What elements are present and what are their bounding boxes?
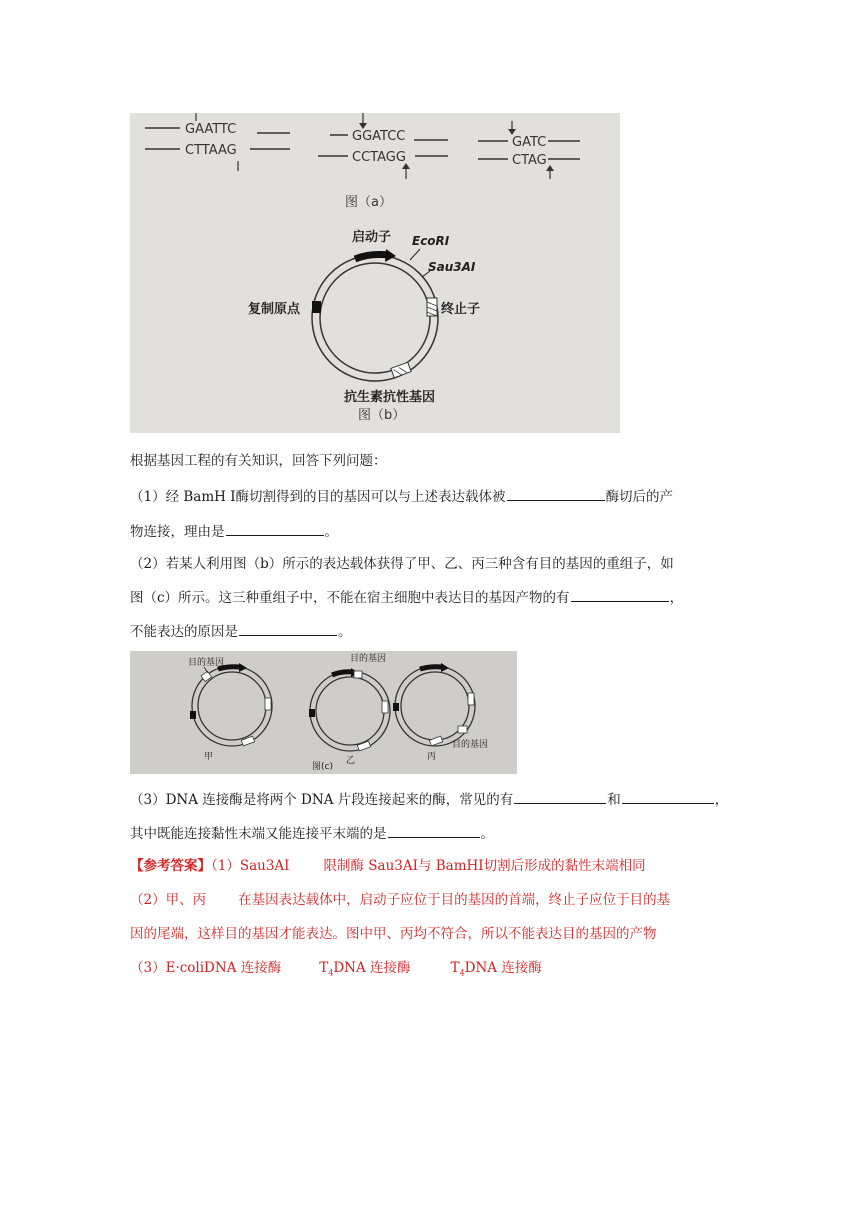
- q1-text-b: 酶切后的产: [605, 489, 674, 505]
- label-terminator: 终止子: [441, 302, 481, 317]
- question-2-line-1: （2）若某人利用图（b）所示的表达载体获得了甲、乙、丙三种含有目的基因的重组子，如: [130, 556, 674, 572]
- question-1-line-2: [130, 522, 338, 541]
- answer-3-c-sub: 4: [459, 968, 465, 978]
- q3-text-b: 其中既能连接黏性末端又能连接平末端的是: [130, 826, 387, 842]
- answer-3-c-rest: DNA 连接酶: [464, 960, 542, 976]
- q3-blank-1[interactable]: [514, 790, 606, 804]
- q2-text-c: 不能表达的原因是: [130, 624, 238, 640]
- q1-text-a: （1）经 BamH Ⅰ酶切割得到的目的基因可以与上述表达载体被: [130, 489, 506, 505]
- question-3-line-2: [130, 824, 494, 843]
- plasmid-bing: [393, 663, 475, 746]
- question-3-line-1: [130, 790, 728, 809]
- answer-2-line-1: [130, 891, 670, 909]
- answer-3-b-sub: 4: [328, 968, 334, 978]
- answer-3-b-rest: DNA 连接酶: [333, 960, 411, 976]
- q2-b-end: ，: [669, 590, 684, 606]
- caption-b: 图（b）: [358, 408, 406, 423]
- label-resistance-gene: 抗生素抗性基因: [344, 390, 436, 405]
- answer-1-reason: 限制酶 Sau3AⅠ与 BamHⅠ切割后形成的黏性末端相同: [323, 858, 646, 874]
- q1-blank-1[interactable]: [507, 487, 605, 501]
- figure-ab-drawing: [130, 113, 620, 433]
- question-2-line-3: [130, 622, 352, 641]
- figure-recombinant-plasmids: [130, 651, 517, 774]
- label-jia: 甲: [204, 752, 214, 762]
- figure-c-drawing: [130, 651, 517, 774]
- answer-3: [130, 959, 542, 983]
- label-ecori: EcoRⅠ: [412, 234, 450, 248]
- site-2-bottom: CCTAGG: [352, 150, 406, 165]
- answer-2-num: （2）甲、丙: [130, 892, 207, 908]
- answer-1: [130, 857, 646, 875]
- answer-3-c: T: [450, 960, 460, 976]
- label-sau3ai: Sau3AⅠ: [428, 260, 476, 274]
- yi-target-gene-label: 目的基因: [350, 654, 387, 664]
- q3-blank-2[interactable]: [622, 790, 714, 804]
- q2-c-end: 。: [338, 624, 352, 640]
- restriction-site-1: [145, 113, 290, 171]
- restriction-site-3: [478, 121, 580, 179]
- intro-text: 根据基因工程的有关知识，回答下列问题：: [130, 453, 387, 469]
- caption-c: 图(c): [312, 762, 333, 772]
- q2-blank-1[interactable]: [571, 588, 669, 602]
- q3-a-end: ，: [714, 792, 729, 808]
- q3-b-end: 。: [480, 826, 494, 842]
- site-2-top: GGATCC: [352, 129, 406, 144]
- q2-blank-2[interactable]: [239, 622, 337, 636]
- question-2-line-2: [130, 588, 683, 607]
- q1-text-c: 物连接，理由是: [130, 524, 225, 540]
- caption-a: 图（a）: [345, 195, 392, 210]
- answer-3-b: T: [319, 960, 329, 976]
- plasmid-yi: [309, 668, 390, 751]
- plasmid-jia: [190, 663, 272, 746]
- site-3-bottom: CTAG: [512, 153, 547, 168]
- q1-blank-2[interactable]: [226, 522, 324, 536]
- answer-2-line-2: 因的尾端，这样目的基因才能表达。图中甲、丙均不符合，所以不能表达目的基因的产物: [130, 926, 657, 942]
- label-yi: 乙: [346, 756, 356, 766]
- answer-3-a: （3）E·coliDNA 连接酶: [130, 960, 282, 976]
- q3-text-a: （3）DNA 连接酶是将两个 DNA 片段连接起来的酶，常见的有: [130, 792, 514, 808]
- q3-blank-3[interactable]: [388, 824, 480, 838]
- label-bing: 丙: [427, 752, 437, 762]
- q1-end: 。: [324, 524, 338, 540]
- plasmid-vector: [312, 249, 438, 381]
- answer-label: 【参考答案】: [130, 858, 211, 874]
- label-origin: 复制原点: [248, 302, 301, 317]
- question-1-line-1: [130, 487, 673, 506]
- bing-target-gene-label: 目的基因: [452, 740, 489, 750]
- site-3-top: GATC: [512, 135, 547, 150]
- site-1-bottom: CTTAAG: [185, 143, 237, 158]
- restriction-site-2: [318, 113, 448, 179]
- q2-text-b: 图（c）所示。这三种重组子中，不能在宿主细胞中表达目的基因产物的有: [130, 590, 570, 606]
- answer-1-num: （1）Sau3AⅠ: [211, 858, 290, 874]
- figure-restriction-sites-and-vector: [130, 113, 620, 433]
- q3-and: 和: [607, 792, 621, 808]
- site-1-top: GAATTC: [185, 122, 237, 137]
- jia-target-gene-label: 目的基因: [188, 658, 225, 668]
- answer-2-text-1: 在基因表达载体中，启动子应位于目的基因的首端，终止子应位于目的基: [238, 892, 671, 908]
- label-promoter: 启动子: [352, 230, 392, 245]
